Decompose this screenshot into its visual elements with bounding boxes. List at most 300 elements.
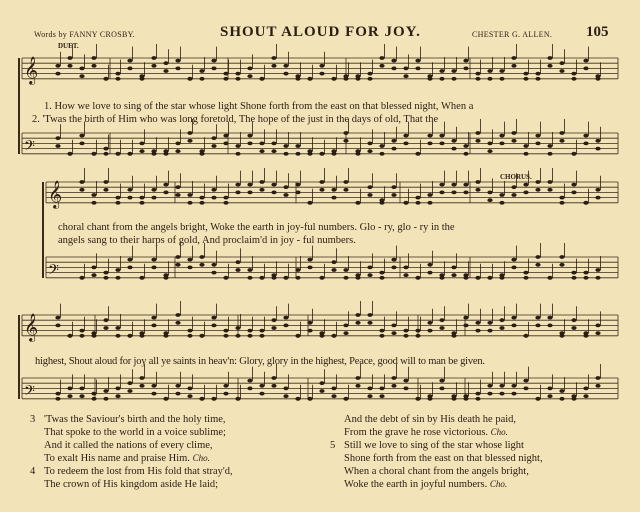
note-head: [175, 392, 180, 396]
note-head: [367, 149, 372, 153]
note-head: [571, 152, 576, 156]
page-number: 105: [586, 24, 609, 40]
note-head: [331, 394, 336, 398]
note-head: [559, 139, 564, 143]
note-head: [439, 276, 444, 280]
note-head: [475, 131, 480, 135]
note-head: [163, 152, 168, 156]
note-head: [175, 263, 180, 267]
note-head: [199, 397, 204, 401]
note-head: [595, 331, 600, 335]
note-head: [403, 329, 408, 333]
note-head: [367, 193, 372, 197]
note-head: [115, 334, 120, 338]
note-head: [571, 271, 576, 275]
note-head: [427, 77, 432, 81]
note-head: [103, 180, 108, 184]
note-head: [115, 394, 120, 398]
note-head: [367, 266, 372, 270]
note-head: [523, 379, 528, 383]
note-head: [403, 334, 408, 338]
note-head: [175, 149, 180, 153]
note-head: [91, 334, 96, 338]
note-head: [223, 196, 228, 200]
note-head: [307, 152, 312, 156]
note-head: [259, 188, 264, 192]
note-head: [367, 313, 372, 317]
note-head: [379, 334, 384, 338]
note-head: [151, 56, 156, 60]
note-head: [295, 191, 300, 195]
note-head: [79, 387, 84, 391]
note-head: [271, 149, 276, 153]
note-head: [523, 77, 528, 81]
note-head: [295, 268, 300, 272]
note-head: [103, 271, 108, 275]
note-head: [295, 276, 300, 280]
note-head: [271, 56, 276, 60]
note-head: [139, 276, 144, 280]
note-head: [79, 334, 84, 338]
note-head: [55, 316, 60, 320]
lyric-s3-l1: highest, Shout aloud for joy all ye saints in heav'n: Glory, glory in the highest, Peace, good will to man be given.: [35, 356, 485, 367]
note-head: [595, 276, 600, 280]
note-head: [499, 392, 504, 396]
note-head: [151, 316, 156, 320]
note-head: [223, 201, 228, 205]
note-head: [535, 255, 540, 259]
bass-clef-icon: 𝄢: [48, 261, 59, 282]
note-head: [535, 77, 540, 81]
note-head: [91, 201, 96, 205]
note-head: [511, 384, 516, 388]
note-head: [319, 389, 324, 393]
note-head: [355, 77, 360, 81]
note-head: [283, 193, 288, 197]
note-head: [175, 142, 180, 146]
note-head: [331, 268, 336, 272]
note-head: [271, 276, 276, 280]
note-head: [355, 313, 360, 317]
note-head: [475, 77, 480, 81]
note-head: [247, 334, 252, 338]
note-head: [79, 188, 84, 192]
cho-mark: Cho.: [489, 479, 508, 489]
note-head: [211, 196, 216, 200]
note-head: [463, 183, 468, 187]
note-head: [523, 152, 528, 156]
note-head: [151, 392, 156, 396]
note-head: [187, 334, 192, 338]
note-head: [559, 201, 564, 205]
note-head: [163, 276, 168, 280]
note-head: [571, 72, 576, 76]
note-head: [547, 188, 552, 192]
note-head: [583, 394, 588, 398]
note-head: [463, 397, 468, 401]
words-credit: Words by FANNY CROSBY.: [34, 30, 135, 39]
note-head: [295, 77, 300, 81]
note-head: [367, 185, 372, 189]
note-head: [367, 387, 372, 391]
note-head: [235, 77, 240, 81]
cho-mark: Cho.: [490, 427, 508, 437]
note-head: [235, 334, 240, 338]
note-head: [475, 329, 480, 333]
note-head: [547, 276, 552, 280]
note-head: [475, 397, 480, 401]
note-head: [199, 69, 204, 73]
note-head: [271, 326, 276, 330]
verse-line: 4 To redeem the lost from His fold that stray'd,: [30, 466, 233, 477]
note-head: [223, 392, 228, 396]
verse-line: And it called the nations of every clime,: [44, 440, 213, 451]
note-head: [355, 321, 360, 325]
note-head: [67, 387, 72, 391]
note-head: [283, 316, 288, 320]
note-head: [571, 318, 576, 322]
note-head: [223, 334, 228, 338]
note-head: [559, 69, 564, 73]
note-head: [139, 77, 144, 81]
note-head: [163, 69, 168, 73]
note-head: [475, 392, 480, 396]
note-head: [487, 69, 492, 73]
chorus-label: CHORUS.: [500, 173, 532, 181]
note-head: [151, 188, 156, 192]
note-head: [163, 183, 168, 187]
note-head: [103, 389, 108, 393]
note-head: [139, 142, 144, 146]
note-head: [331, 334, 336, 338]
note-head: [307, 266, 312, 270]
note-head: [91, 273, 96, 277]
note-head: [187, 387, 192, 391]
note-head: [307, 258, 312, 262]
note-head: [511, 392, 516, 396]
note-head: [271, 384, 276, 388]
note-head: [415, 397, 420, 401]
note-head: [211, 67, 216, 71]
note-head: [475, 139, 480, 143]
note-head: [91, 392, 96, 396]
note-head: [547, 394, 552, 398]
note-head: [247, 183, 252, 187]
note-head: [187, 131, 192, 135]
note-head: [247, 134, 252, 138]
note-head: [379, 152, 384, 156]
note-head: [487, 321, 492, 325]
note-head: [511, 316, 516, 320]
note-head: [463, 144, 468, 148]
note-head: [451, 147, 456, 151]
note-head: [187, 77, 192, 81]
verse-line: From the grave he rose victorious. Cho.: [344, 427, 508, 438]
note-head: [283, 324, 288, 328]
note-head: [103, 188, 108, 192]
note-head: [115, 152, 120, 156]
note-head: [427, 142, 432, 146]
note-head: [331, 188, 336, 192]
verse-line: When a choral chant from the angels bright,: [344, 466, 529, 477]
note-head: [367, 142, 372, 146]
note-head: [511, 324, 516, 328]
note-head: [319, 180, 324, 184]
note-head: [139, 201, 144, 205]
note-head: [403, 201, 408, 205]
note-head: [439, 379, 444, 383]
note-head: [223, 77, 228, 81]
note-head: [547, 152, 552, 156]
note-head: [451, 183, 456, 187]
note-head: [403, 387, 408, 391]
note-head: [259, 384, 264, 388]
verse-line: To exalt His name and praise Him. Cho.: [44, 453, 210, 464]
note-head: [319, 72, 324, 76]
note-head: [403, 142, 408, 146]
note-head: [403, 273, 408, 277]
treble-clef-icon: 𝄞: [24, 55, 39, 84]
note-head: [235, 397, 240, 401]
note-head: [223, 134, 228, 138]
note-head: [187, 139, 192, 143]
note-head: [499, 276, 504, 280]
note-head: [523, 334, 528, 338]
note-head: [247, 74, 252, 78]
note-head: [415, 67, 420, 71]
note-head: [439, 77, 444, 81]
note-head: [535, 397, 540, 401]
note-head: [283, 394, 288, 398]
note-head: [511, 258, 516, 262]
note-head: [175, 185, 180, 189]
note-head: [439, 183, 444, 187]
note-head: [139, 334, 144, 338]
note-head: [151, 266, 156, 270]
note-head: [247, 329, 252, 333]
treble-clef-icon: 𝄞: [48, 179, 63, 208]
note-head: [523, 387, 528, 391]
note-head: [403, 67, 408, 71]
note-head: [79, 329, 84, 333]
note-head: [523, 144, 528, 148]
note-head: [175, 59, 180, 63]
note-head: [535, 180, 540, 184]
note-head: [343, 324, 348, 328]
note-head: [511, 56, 516, 60]
note-head: [259, 142, 264, 146]
note-head: [163, 191, 168, 195]
note-head: [295, 334, 300, 338]
note-head: [271, 318, 276, 322]
note-head: [403, 379, 408, 383]
note-head: [559, 61, 564, 65]
note-head: [211, 324, 216, 328]
lyric-s2-l1: choral chant from the angels bright, Woke the earth in joy-ful numbers. Glo - ry, glo - ry in the: [58, 222, 455, 233]
note-head: [595, 196, 600, 200]
verse-line: The crown of His kingdom aside He laid;: [44, 479, 219, 490]
note-head: [415, 329, 420, 333]
note-head: [499, 134, 504, 138]
note-head: [379, 56, 384, 60]
note-head: [427, 193, 432, 197]
note-head: [199, 255, 204, 259]
note-head: [379, 201, 384, 205]
note-head: [391, 384, 396, 388]
note-head: [547, 316, 552, 320]
note-head: [595, 147, 600, 151]
note-head: [235, 144, 240, 148]
note-head: [175, 321, 180, 325]
note-head: [583, 276, 588, 280]
note-head: [427, 397, 432, 401]
note-head: [127, 152, 132, 156]
note-head: [331, 196, 336, 200]
note-head: [391, 376, 396, 380]
note-head: [391, 258, 396, 262]
bass-clef-icon: 𝄢: [24, 382, 35, 403]
note-head: [55, 64, 60, 68]
note-head: [127, 258, 132, 262]
note-head: [451, 191, 456, 195]
note-head: [391, 266, 396, 270]
note-head: [415, 276, 420, 280]
note-head: [271, 183, 276, 187]
note-head: [103, 147, 108, 151]
note-head: [391, 331, 396, 335]
note-head: [391, 147, 396, 151]
note-head: [139, 149, 144, 153]
note-head: [211, 136, 216, 140]
note-head: [499, 318, 504, 322]
note-head: [559, 334, 564, 338]
note-head: [235, 191, 240, 195]
note-head: [403, 266, 408, 270]
note-head: [511, 193, 516, 197]
note-head: [355, 276, 360, 280]
note-head: [463, 152, 468, 156]
note-head: [343, 77, 348, 81]
note-head: [571, 276, 576, 280]
note-head: [163, 397, 168, 401]
note-head: [379, 394, 384, 398]
note-head: [151, 152, 156, 156]
note-head: [487, 384, 492, 388]
note-head: [127, 334, 132, 338]
note-head: [187, 329, 192, 333]
note-head: [55, 136, 60, 140]
note-head: [295, 183, 300, 187]
note-head: [211, 59, 216, 63]
note-head: [319, 334, 324, 338]
note-head: [271, 191, 276, 195]
cho-mark: Cho.: [192, 453, 210, 463]
note-head: [451, 139, 456, 143]
note-head: [151, 324, 156, 328]
note-head: [451, 266, 456, 270]
note-head: [67, 64, 72, 68]
note-head: [343, 139, 348, 143]
note-head: [247, 379, 252, 383]
note-head: [571, 77, 576, 81]
note-head: [79, 276, 84, 280]
note-head: [595, 77, 600, 81]
note-head: [379, 276, 384, 280]
note-head: [271, 64, 276, 68]
note-head: [319, 64, 324, 68]
lyric-s2-l2: angels sang to their harps of gold, And proclaim'd in joy - ful numbers.: [58, 235, 356, 246]
note-head: [535, 263, 540, 267]
note-head: [499, 69, 504, 73]
note-head: [295, 144, 300, 148]
note-head: [151, 384, 156, 388]
note-head: [79, 67, 84, 71]
note-head: [427, 134, 432, 138]
note-head: [319, 188, 324, 192]
note-head: [463, 191, 468, 195]
note-head: [319, 381, 324, 385]
note-head: [259, 329, 264, 333]
note-head: [499, 142, 504, 146]
note-head: [331, 152, 336, 156]
note-head: [211, 271, 216, 275]
note-head: [91, 64, 96, 68]
note-head: [535, 324, 540, 328]
note-head: [511, 185, 516, 189]
note-head: [175, 67, 180, 71]
note-head: [139, 196, 144, 200]
note-head: [115, 201, 120, 205]
note-head: [211, 263, 216, 267]
note-head: [343, 397, 348, 401]
note-head: [199, 201, 204, 205]
note-head: [391, 193, 396, 197]
note-head: [487, 392, 492, 396]
note-head: [163, 61, 168, 65]
bass-clef-icon: 𝄢: [24, 137, 35, 158]
note-head: [283, 152, 288, 156]
note-head: [103, 77, 108, 81]
note-head: [79, 134, 84, 138]
note-head: [511, 266, 516, 270]
note-head: [271, 376, 276, 380]
note-head: [343, 276, 348, 280]
note-head: [499, 384, 504, 388]
note-head: [463, 67, 468, 71]
note-head: [475, 180, 480, 184]
note-head: [259, 276, 264, 280]
verse-line: 3 'Twas the Saviour's birth and the holy time,: [30, 414, 226, 425]
note-head: [247, 67, 252, 71]
note-head: [319, 276, 324, 280]
note-head: [151, 258, 156, 262]
verse-line: Woke the earth in joyful numbers. Cho.: [344, 479, 508, 490]
note-head: [487, 198, 492, 202]
note-head: [235, 183, 240, 187]
note-head: [67, 334, 72, 338]
note-head: [223, 72, 228, 76]
note-head: [259, 392, 264, 396]
note-head: [415, 196, 420, 200]
note-head: [211, 188, 216, 192]
note-head: [415, 334, 420, 338]
note-head: [367, 394, 372, 398]
note-head: [367, 77, 372, 81]
note-head: [547, 56, 552, 60]
note-head: [175, 255, 180, 259]
note-head: [211, 144, 216, 148]
note-head: [463, 316, 468, 320]
